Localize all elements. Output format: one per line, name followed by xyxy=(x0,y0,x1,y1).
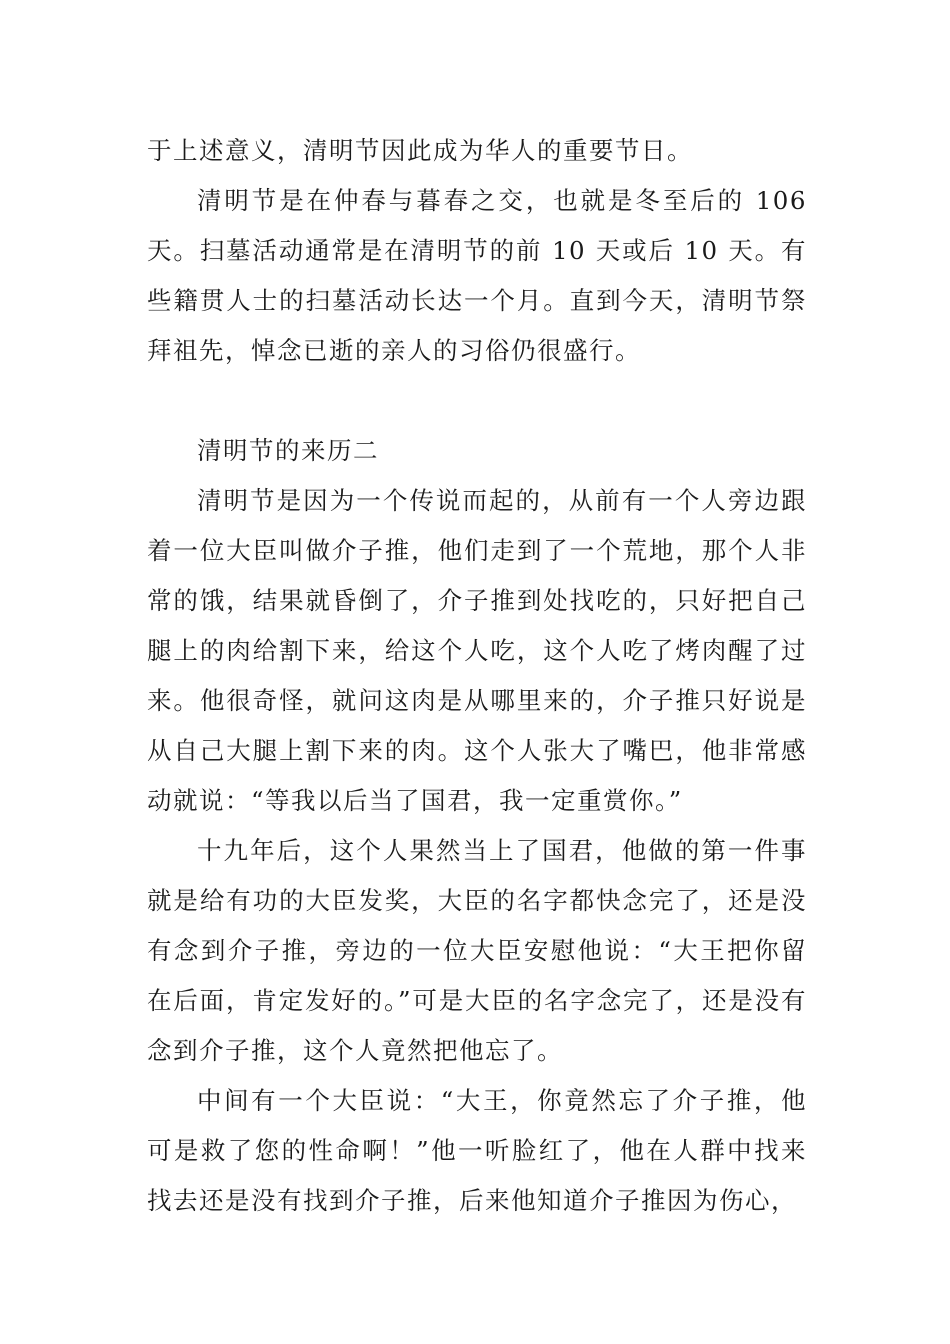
document-body xyxy=(147,126,807,1226)
paragraph-continuation: 于上述意义，清明节因此成为华人的重要节日。 xyxy=(147,136,693,165)
paragraph-legend-origin: 清明节是因为一个传说而起的，从前有一个人旁边跟着一位大臣叫做介子推，他们走到了一个荒地，那个人非常的饿，结果就昏倒了，介子推到处找吃的，只好把自己腿上的肉给割下来，给这个人吃，这个人吃了烤肉醒了过来。他很奇怪，就问这肉是从哪里来的，介子推只好说是从自己大腿上割下来的肉。这个人张大了嘴巴，他非常感动就说：“等我以后当了国君，我一定重赏你。” xyxy=(147,486,807,815)
section-heading: 清明节的来历二 xyxy=(197,436,379,465)
paragraph-nineteen-years-later: 十九年后，这个人果然当上了国君，他做的第一件事就是给有功的大臣发奖，大臣的名字都快念完了，还是没有念到介子推，旁边的一位大臣安慰他说：“大王把你留在后面，肯定发好的。”可是大臣的名字念完了，还是没有念到介子推，这个人竟然把他忘了。 xyxy=(147,836,807,1065)
paragraph-qingming-timing: 清明节是在仲春与暮春之交，也就是冬至后的 106 天。扫墓活动通常是在清明节的前 10 天或后 10 天。有些籍贯人士的扫墓活动长达一个月。直到今天，清明节祭拜祖先，悼念已逝的亲人的习俗仍很盛行。 xyxy=(147,186,807,365)
paragraph-minister-reminder: 中间有一个大臣说：“大王，你竟然忘了介子推，他可是救了您的性命啊！”他一听脸红了，他在人群中找来找去还是没有找到介子推，后来他知道介子推因为伤心， xyxy=(147,1086,807,1215)
